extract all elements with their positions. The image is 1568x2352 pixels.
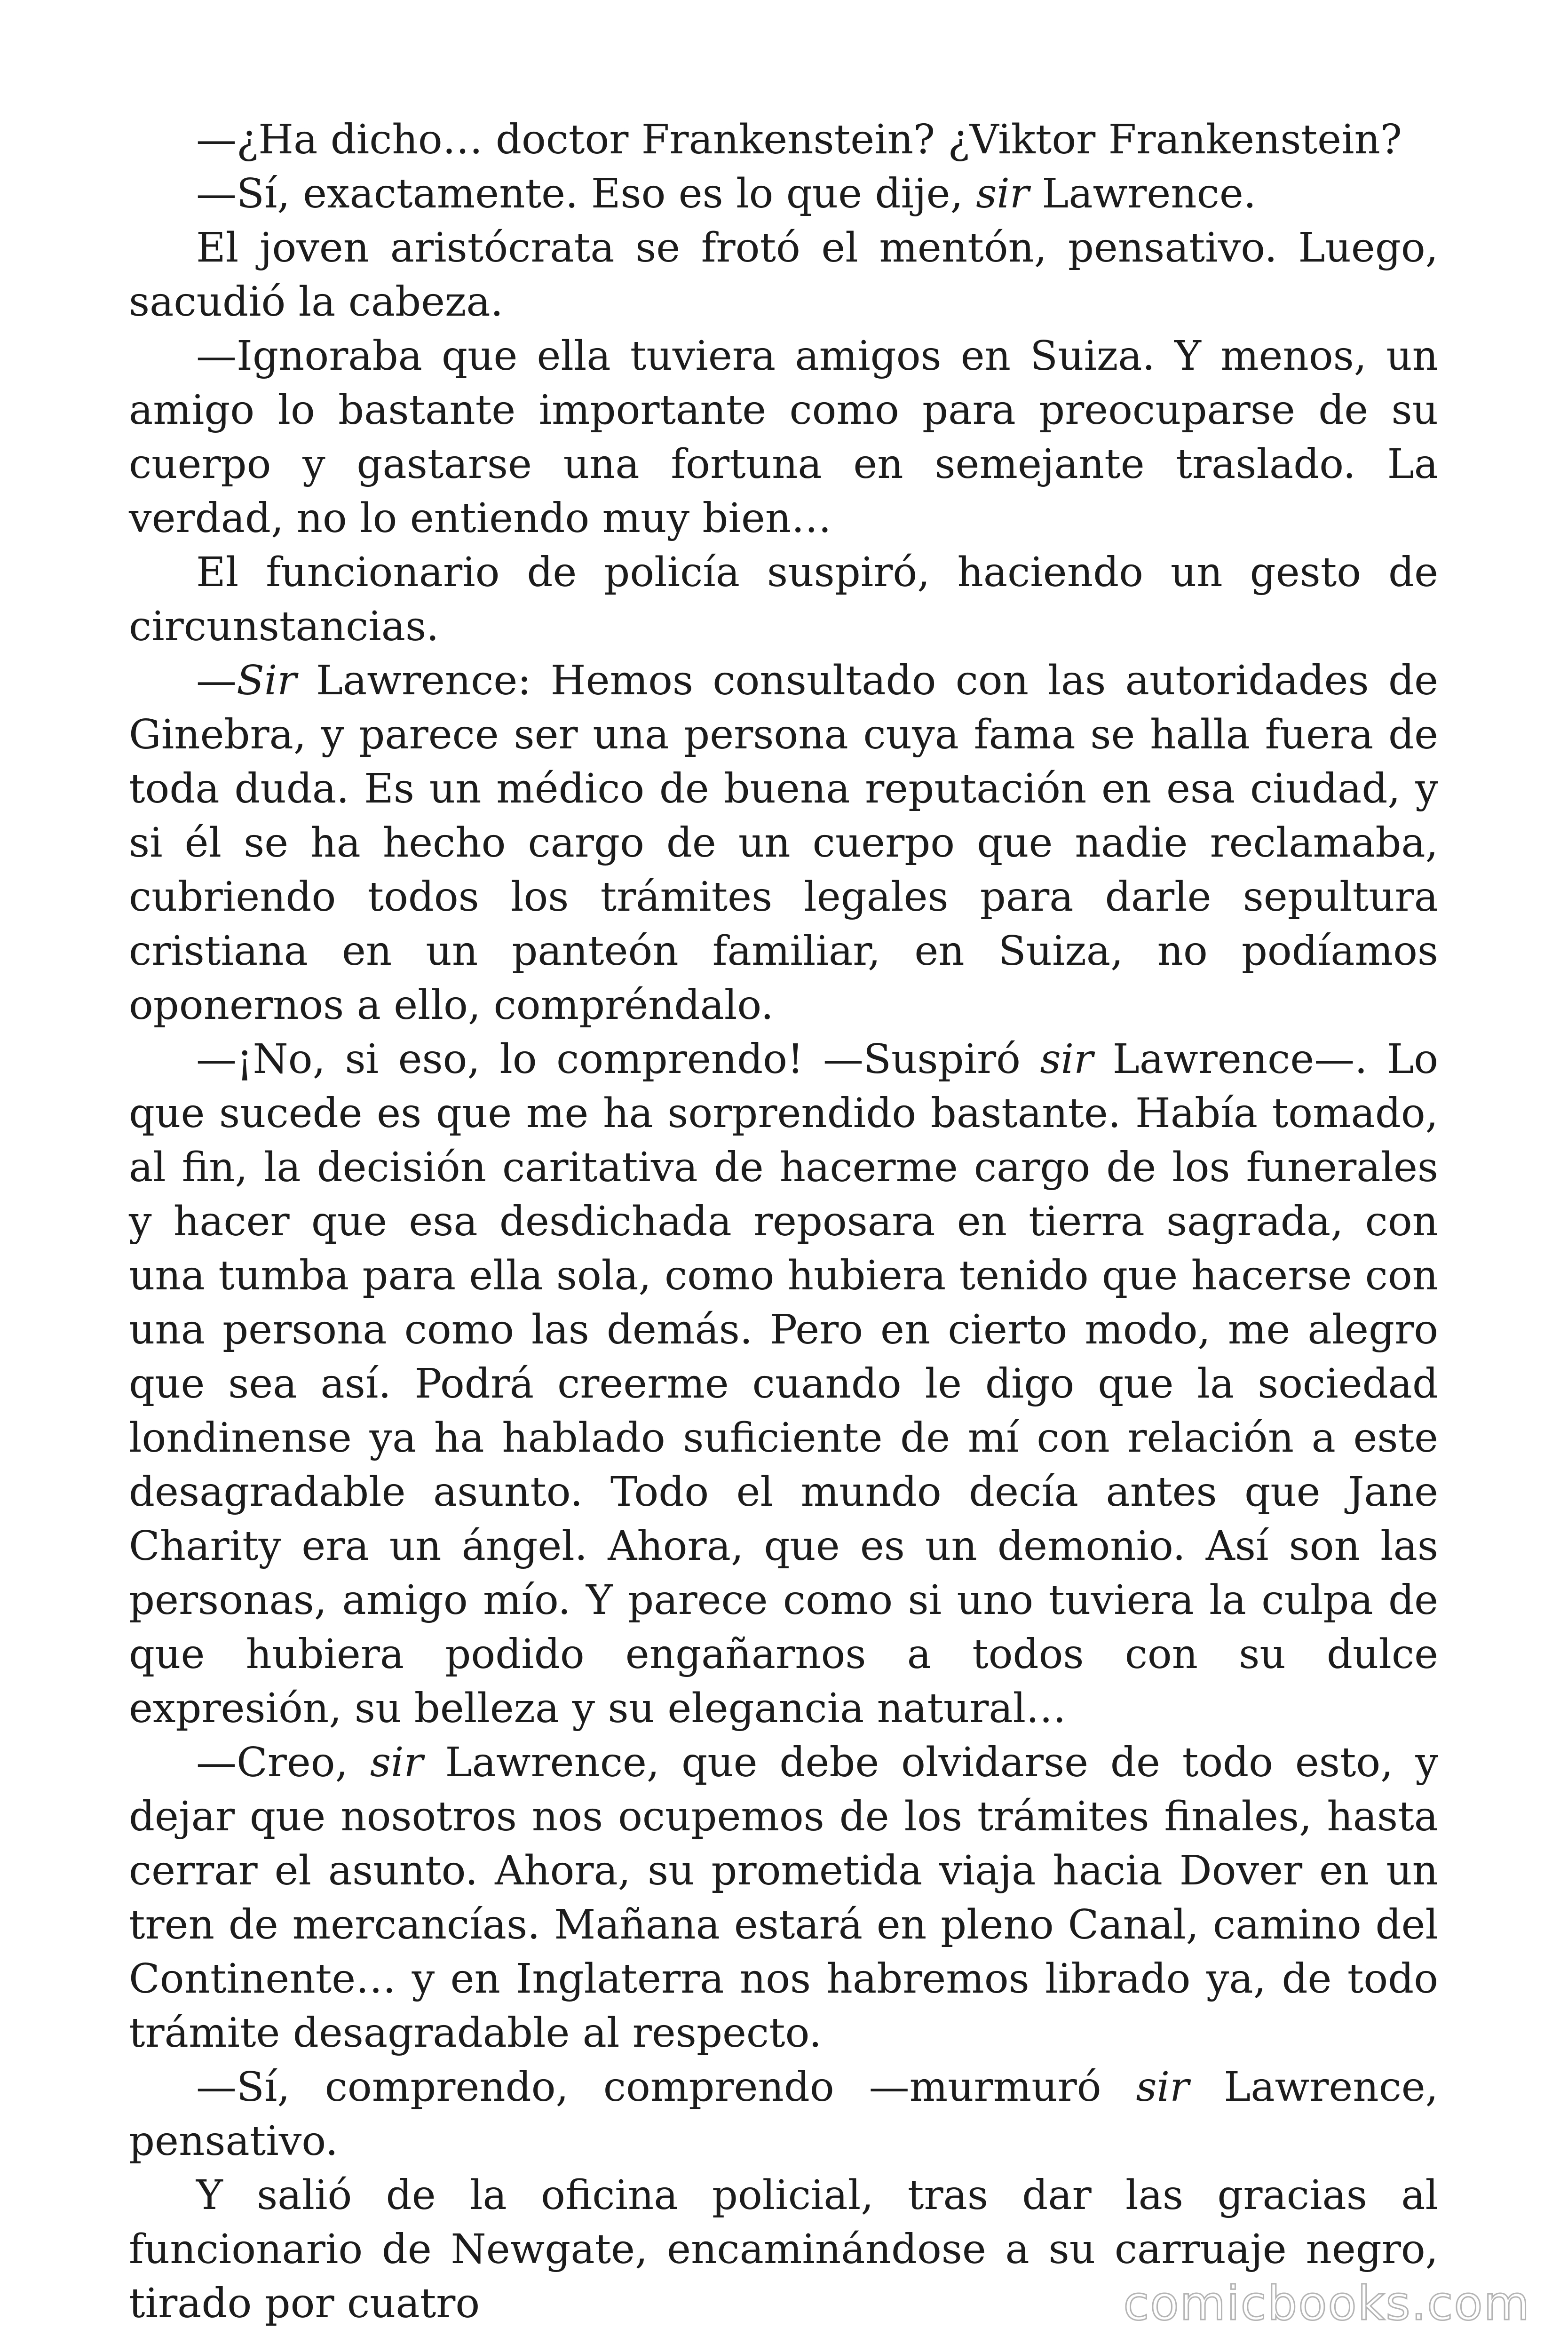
text-run: El joven aristócrata se frotó el mentón, pensativo. Luego, sacudió la cabeza. (129, 224, 1438, 326)
paragraph (129, 654, 1438, 1033)
text-run: —Sí, comprendo, comprendo —murmuró (196, 2064, 1136, 2111)
paragraph (129, 2060, 1438, 2169)
text-run: Lawrence, que debe olvidarse de todo esto, y dejar que nosotros nos ocupemos de los trámites finales, hasta cerrar el asunto. Ahora, su prometida viaja hacia Dover en un tren de mercancías. Mañana estará en pleno Canal, camino del Continente… y en Inglaterra nos habremos librado ya, de todo trámite desagradable al respecto. (129, 1739, 1438, 2057)
paragraph (129, 1736, 1438, 2060)
italic-run: Sir (237, 657, 297, 704)
text-run: Lawrence—. Lo que sucede es que me ha sorprendido bastante. Había tomado, al fin, la decisión caritativa de hacerme cargo de los funerales y hacer que esa desdichada reposara en tierra sagrada, con una tumba para ella sola, como hubiera tenido que hacerse con una persona como las demás. Pero en cierto modo, me alegro que sea así. Podrá creerme cuando le digo que la sociedad londinense ya ha hablado suficiente de mí con relación a este desagradable asunto. Todo el mundo decía antes que Jane Charity era un ángel. Ahora, que es un demonio. Así son las personas, amigo mío. Y parece como si uno tuviera la culpa de que hubiera podido engañarnos a todos con su dulce expresión, su belleza y su elegancia natural… (129, 1036, 1438, 1732)
text-run: —¿Ha dicho… doctor Frankenstein? ¿Viktor Frankenstein? (196, 116, 1402, 163)
text-run: El funcionario de policía suspiró, haciendo un gesto de circunstancias. (129, 549, 1438, 650)
site-watermark: comicbooks.com (1123, 2276, 1530, 2331)
italic-run: sir (1040, 1036, 1093, 1083)
text-run: Lawrence, pensativo. (129, 2064, 1438, 2165)
text-run: —Sí, exactamente. Eso es lo que dije, (196, 170, 976, 217)
text-run: Lawrence: Hemos consultado con las autoridades de Ginebra, y parece ser una persona cuya fama se halla fuera de toda duda. Es un médico de buena reputación en esa ciudad, y si él se ha hecho cargo de un cuerpo que nadie reclamaba, cubriendo todos los trámites legales para darle sepultura cristiana en un panteón familiar, en Suiza, no podíamos oponernos a ello, compréndalo. (129, 657, 1438, 1029)
paragraph (129, 113, 1438, 167)
paragraph (129, 1033, 1438, 1736)
paragraph (129, 167, 1438, 221)
text-run: Lawrence. (1029, 170, 1257, 217)
text-run: —Ignoraba que ella tuviera amigos en Suiza. Y menos, un amigo lo bastante importante como para preocuparse de su cuerpo y gastarse una fortuna en semejante traslado. La verdad, no lo entiendo muy bien… (129, 333, 1438, 542)
text-run: — (196, 657, 237, 704)
text-run: —Creo, (196, 1739, 370, 1786)
italic-run: sir (370, 1739, 423, 1786)
text-run: Y salió de la oficina policial, tras dar las gracias al funcionario de Newgate, encaminándose a su carruaje negro, tirado por cuatro (129, 2172, 1438, 2327)
italic-run: sir (1136, 2064, 1189, 2111)
paragraph (129, 546, 1438, 654)
body-text (129, 113, 1438, 2331)
text-run: —¡No, si eso, lo comprendo! —Suspiró (196, 1036, 1040, 1083)
paragraph (129, 221, 1438, 329)
paragraph (129, 329, 1438, 546)
italic-run: sir (976, 170, 1029, 217)
